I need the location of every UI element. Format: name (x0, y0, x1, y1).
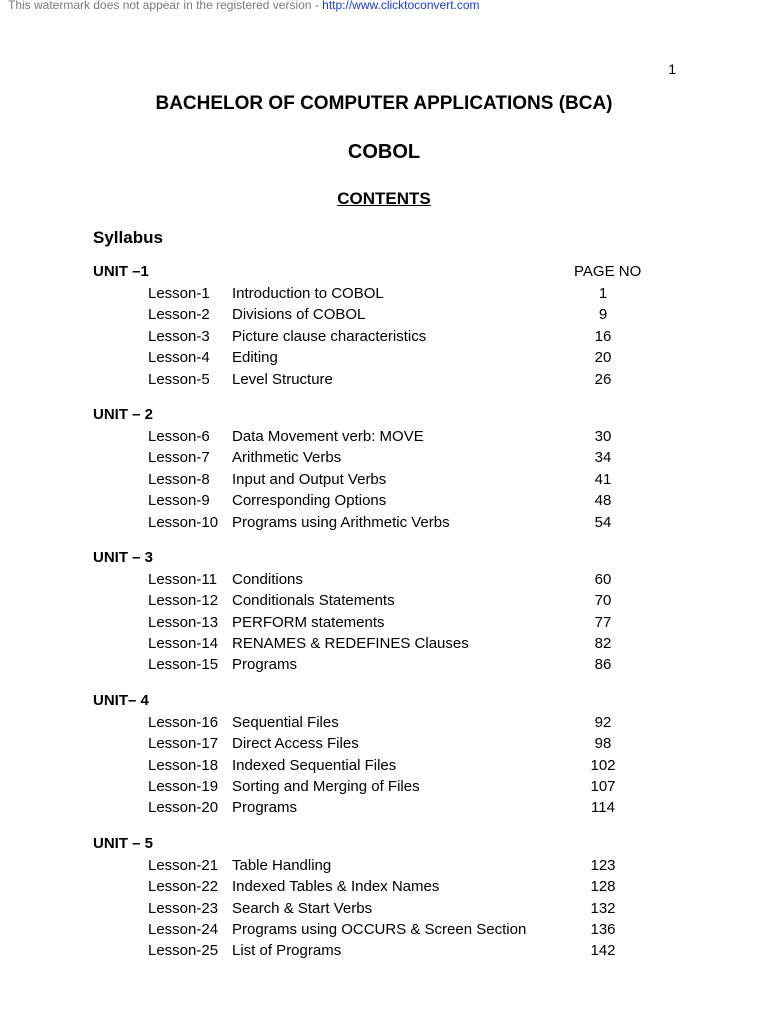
lesson-row (93, 776, 673, 797)
unit-label: UNIT –1 (93, 263, 149, 280)
lesson-number: Lesson-1 (148, 285, 210, 302)
page-no-column-label: PAGE NO (574, 263, 642, 280)
lesson-title: Programs using Arithmetic Verbs (232, 513, 450, 531)
lesson-number: Lesson-2 (148, 306, 210, 324)
unit-heading (93, 692, 673, 712)
lesson-number: Lesson-20 (148, 799, 219, 817)
lesson-row (93, 590, 673, 611)
lesson-row (93, 426, 673, 447)
lesson-row (93, 469, 673, 490)
lesson-title: Programs (232, 799, 298, 817)
lesson-title: Data Movement verb: MOVE (232, 427, 424, 445)
lesson-number: Lesson-4 (148, 349, 210, 367)
unit-spacer (93, 819, 673, 835)
lesson-title: Indexed Tables & Index Names (232, 878, 440, 896)
lesson-page: 54 (594, 513, 612, 531)
lesson-number: Lesson-10 (148, 513, 219, 531)
lesson-page: 82 (594, 635, 612, 653)
watermark-text: This watermark does not appear in the registered version - (8, 0, 323, 12)
lesson-number: Lesson-9 (148, 492, 210, 510)
lesson-number: Lesson-21 (148, 856, 219, 874)
lesson-row (93, 569, 673, 590)
lesson-page: 30 (594, 427, 612, 445)
unit-spacer (93, 390, 673, 406)
lesson-row (93, 612, 673, 633)
lesson-row (93, 755, 673, 776)
lesson-row (93, 326, 673, 347)
syllabus-heading: Syllabus (93, 228, 163, 247)
page-number: 1 (668, 61, 676, 77)
lesson-row (93, 797, 673, 818)
lesson-page: 136 (590, 920, 616, 938)
lesson-title: Arithmetic Verbs (232, 449, 342, 467)
lesson-page: 48 (594, 492, 612, 510)
lesson-page: 132 (590, 899, 616, 917)
course-title: COBOL (347, 141, 421, 163)
lesson-page: 86 (594, 656, 612, 674)
lesson-row (93, 898, 673, 919)
lesson-number: Lesson-12 (148, 592, 219, 610)
lesson-page: 26 (594, 370, 612, 388)
lesson-title: Direct Access Files (232, 735, 359, 753)
lesson-number: Lesson-5 (148, 370, 210, 388)
lesson-row (93, 712, 673, 733)
lesson-number: Lesson-11 (148, 570, 217, 588)
lesson-number: Lesson-6 (148, 427, 210, 445)
watermark-link[interactable]: http://www.clicktoconvert.com (322, 0, 480, 12)
lesson-number: Lesson-23 (148, 899, 219, 917)
lesson-row (93, 733, 673, 754)
lesson-title: RENAMES & REDEFINES Clauses (232, 635, 469, 653)
unit-heading (93, 263, 673, 283)
lesson-row (93, 876, 673, 897)
lesson-title: Search & Start Verbs (232, 899, 373, 917)
lesson-number: Lesson-24 (148, 920, 219, 938)
unit-heading (93, 406, 673, 426)
lesson-page: 70 (594, 592, 612, 610)
lesson-row (93, 347, 673, 368)
lesson-title: Sequential Files (232, 713, 339, 731)
lesson-row (93, 654, 673, 675)
lesson-title: Programs (232, 656, 298, 674)
lesson-row (93, 283, 673, 304)
lesson-row (93, 512, 673, 533)
lesson-page: 1 (598, 285, 608, 302)
lesson-number: Lesson-13 (148, 613, 219, 631)
lesson-page: 128 (590, 878, 616, 896)
lesson-title: List of Programs (232, 942, 342, 960)
watermark-notice (8, 0, 480, 12)
lesson-row (93, 919, 673, 940)
lesson-page: 34 (594, 449, 612, 467)
lesson-page: 98 (594, 735, 612, 753)
unit-label: UNIT – 2 (93, 405, 154, 423)
lesson-page: 102 (590, 756, 616, 774)
unit-heading (93, 549, 673, 569)
unit-label: UNIT – 5 (93, 834, 154, 852)
lesson-row (93, 369, 673, 390)
lesson-number: Lesson-16 (148, 713, 219, 731)
lesson-title: Divisions of COBOL (232, 306, 366, 324)
unit-heading (93, 835, 673, 855)
lesson-row (93, 447, 673, 468)
lesson-page: 60 (594, 570, 612, 588)
lesson-page: 114 (591, 799, 615, 817)
lesson-title: Sorting and Merging of Files (232, 778, 420, 796)
lesson-number: Lesson-18 (148, 756, 219, 774)
lesson-page: 41 (594, 470, 612, 488)
lesson-number: Lesson-7 (148, 449, 210, 467)
lesson-title: Corresponding Options (232, 492, 387, 510)
unit-label: UNIT– 4 (93, 691, 149, 709)
lesson-row (93, 304, 673, 325)
lesson-number: Lesson-19 (148, 778, 219, 796)
table-of-contents (93, 263, 673, 962)
lesson-title: PERFORM statements (232, 613, 385, 631)
lesson-page: 92 (594, 713, 612, 731)
contents-heading (0, 189, 768, 209)
unit-spacer (93, 676, 673, 692)
lesson-row (93, 855, 673, 876)
lesson-page: 123 (590, 856, 616, 874)
lesson-page: 9 (598, 306, 608, 324)
lesson-title: Picture clause characteristics (232, 327, 427, 345)
lesson-number: Lesson-14 (148, 635, 219, 653)
lesson-title: Indexed Sequential Files (232, 756, 397, 774)
lesson-row (93, 490, 673, 511)
lesson-title: Conditionals Statements (232, 592, 395, 610)
lesson-number: Lesson-17 (148, 735, 219, 753)
lesson-page: 77 (594, 613, 612, 631)
lesson-title: Programs using OCCURS & Screen Section (232, 920, 527, 938)
lesson-page: 107 (590, 778, 616, 796)
lesson-row (93, 940, 673, 961)
lesson-number: Lesson-22 (148, 878, 219, 896)
lesson-title: Introduction to COBOL (232, 285, 384, 302)
lesson-number: Lesson-25 (148, 942, 219, 960)
document-title: BACHELOR OF COMPUTER APPLICATIONS (BCA) (155, 93, 613, 114)
lesson-page: 16 (594, 327, 612, 345)
lesson-title: Conditions (232, 570, 303, 588)
lesson-number: Lesson-15 (148, 656, 219, 674)
lesson-page: 20 (594, 349, 612, 367)
lesson-number: Lesson-3 (148, 327, 210, 345)
lesson-row (93, 633, 673, 654)
lesson-title: Editing (232, 349, 278, 367)
lesson-title: Input and Output Verbs (232, 470, 387, 488)
lesson-title: Table Handling (232, 856, 332, 874)
contents-heading-text: CONTENTS (337, 189, 431, 208)
unit-label: UNIT – 3 (93, 548, 154, 566)
lesson-page: 142 (590, 942, 616, 960)
lesson-number: Lesson-8 (148, 470, 210, 488)
unit-spacer (93, 533, 673, 549)
lesson-title: Level Structure (232, 370, 333, 388)
